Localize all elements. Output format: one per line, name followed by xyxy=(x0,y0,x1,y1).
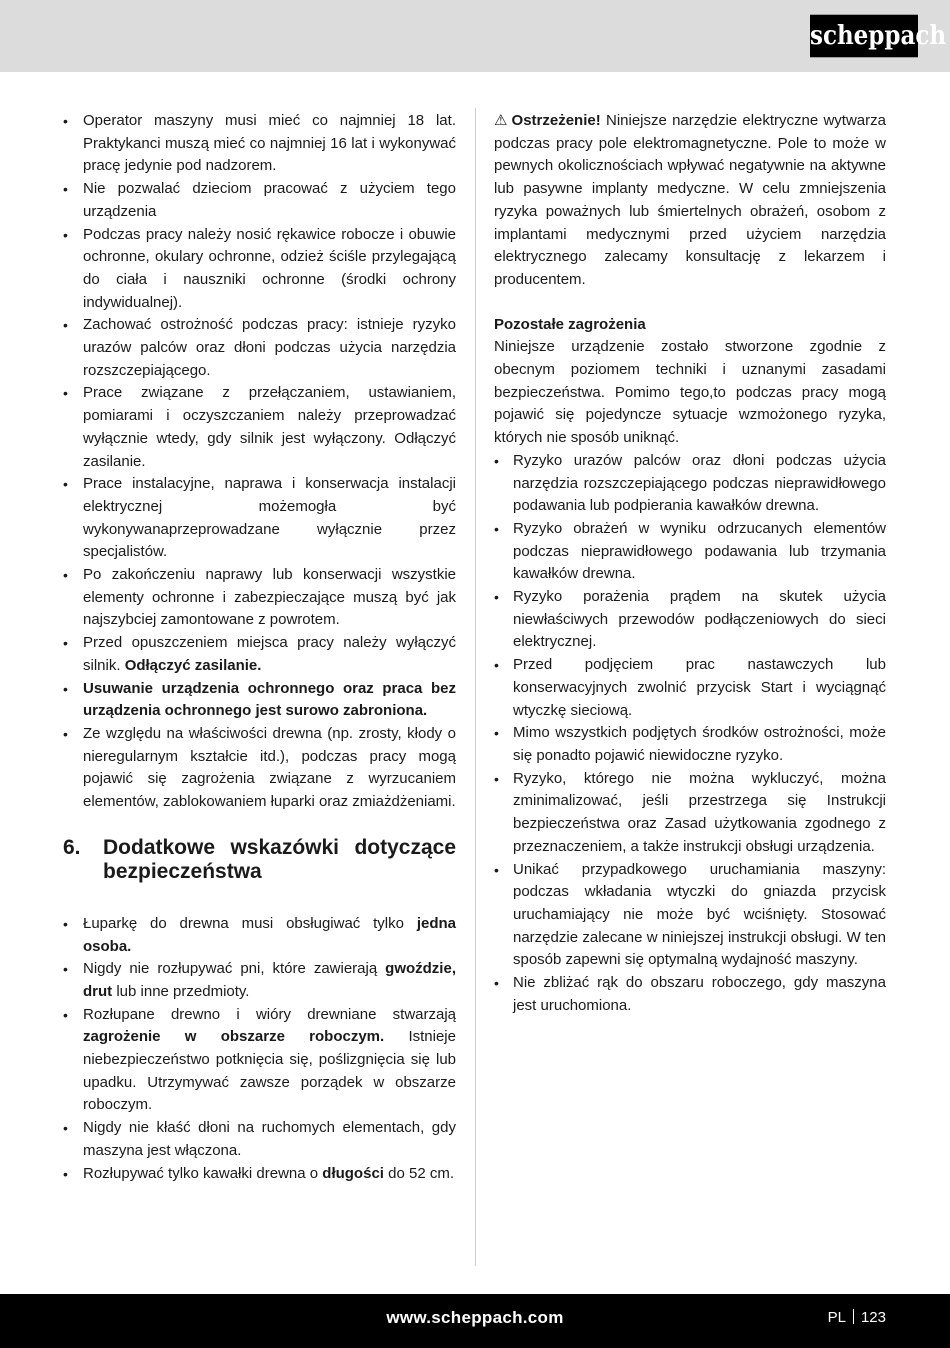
footer-url: www.scheppach.com xyxy=(386,1308,564,1327)
warning-text: Niniejsze narzędzie elektryczne wytwarza podczas pracy pole elektromagnetyczne. Pole to może w pewnych okolicznościach wpływać negatywnie na aktywne lub pasywne implanty medyczne. W celu zmniejszenia ryzyka poważnych lub śmiertelnych obrażeń, osobom z implantami medycznymi przed użyciem narzędzia elektrycznego zalecamy konsultację z lekarzem i producentem. xyxy=(494,112,886,288)
list-item-text: Nigdy nie kłaść dłoni na ruchomych elementach, gdy maszyna jest włączona. xyxy=(83,1119,456,1159)
list-item xyxy=(63,1117,456,1162)
header-bar xyxy=(0,0,950,72)
page-number: 123 xyxy=(860,1309,886,1326)
list-item-text: Rozłupane drewno i wióry drewniane stwarzają xyxy=(83,1005,456,1023)
list-item: • Przed podjęciem prac nastawczych lub konserwacyjnych zwolnić przycisk Start i wyciągnąć wtyczkę sieciową. xyxy=(494,654,886,722)
list-item-text: Istnieje niebezpieczeństwo potknięcia się, poślizgnięcia się lub upadku. Utrzymywać zawsze porządek w obszarze roboczym. xyxy=(83,1028,456,1114)
list-item xyxy=(63,913,456,958)
list-item: • Zachować ostrożność podczas pracy: istnieje ryzyko urazów palców oraz dłoni podczas użycia narzędzia rozszczepiającego. xyxy=(63,314,456,382)
list-item-bold: gwoździe, drut xyxy=(83,960,456,1000)
list-item: • Ryzyko obrażeń w wyniku odrzucanych elementów podczas nieprawidłowego podawania lub trzymania kawałków drewna. xyxy=(494,518,886,586)
left-column xyxy=(63,110,456,1185)
spacer xyxy=(494,292,886,314)
list-item: • Prace instalacyjne, naprawa i konserwacja instalacji elektrycznej możemogła być wykonywanaprzeprowadzane wyłącznie przez specjalistów. xyxy=(63,473,456,564)
safety-list-b xyxy=(63,913,456,1185)
emf-warning xyxy=(494,110,886,292)
list-item: • Po zakończeniu naprawy lub konserwacji wszystkie elementy ochronne i zabezpieczające muszą być jak najszybciej zamontowane z powrotem. xyxy=(63,564,456,632)
scheppach-logo: scheppach xyxy=(810,15,918,58)
list-item xyxy=(63,1163,456,1186)
warning-triangle-icon: ⚠ xyxy=(494,112,509,129)
list-item-text: Rozłupywać tylko kawałki drewna o xyxy=(83,1164,323,1182)
list-item xyxy=(63,958,456,1003)
list-item-bold-warning xyxy=(63,678,456,723)
list-item-bold: zagrożenie w obszarze roboczym. xyxy=(83,1028,385,1046)
list-item-text: Łuparkę do drewna musi obsługiwać tylko xyxy=(83,914,417,932)
list-item: • Ze względu na właściwości drewna (np. zrosty, kłody o nieregularnym kształcie itd.), podczas pracy mogą pojawić się zagrożenia związane z wyrzucaniem elementów, zablokowaniem łuparki oraz zmiażdżeniami. xyxy=(63,723,456,814)
residual-risks-list xyxy=(494,450,886,1018)
warning-label: Ostrzeżenie! xyxy=(511,112,601,129)
residual-risks-intro: Niniejsze urządzenie zostało stworzone zgodnie z obecnym poziomem techniki i uznanymi zasadami bezpieczeństwa. Pomimo tego,to podczas pracy mogą pojawić się pojedyncze sytuacje wzmożonego ryzyka, których nie sposób uniknąć. xyxy=(494,338,886,447)
list-item: • Mimo wszystkich podjętych środków ostrożności, może się ponadto pojawić niewidoczne ryzyko. xyxy=(494,722,886,767)
page-separator xyxy=(853,1309,854,1324)
footer-bar xyxy=(0,1294,950,1348)
list-item-bold: Odłączyć zasilanie. xyxy=(124,656,262,674)
list-item: • Unikać przypadkowego uruchamiania maszyny: podczas wkładania wtyczki do gniazda przycisk uruchamiający nie może być wciśnięty. Stosować narzędzie zalecane w niniejszej instrukcji obsługi. W ten sposób zapewni się optymalną wydajność maszyny. xyxy=(494,859,886,973)
section-number: 6. xyxy=(63,835,81,859)
list-item-bold: jedna osoba. xyxy=(83,914,456,955)
list-item-text: Nigdy nie rozłupywać pni, które zawierają xyxy=(83,960,386,978)
list-item: • Ryzyko, którego nie można wykluczyć, można zminimalizować, jeśli przestrzega się Instrukcji bezpieczeństwa oraz Zasad użytkowania zgodnego z przeznaczeniem, a także instrukcji obsługi urządzenia. xyxy=(494,768,886,859)
list-item: • Nie zbliżać rąk do obszaru roboczego, gdy maszyna jest uruchomiona. xyxy=(494,972,886,1017)
list-item: • Prace związane z przełączaniem, ustawianiem, pomiarami i oczyszczaniem należy przeprowadzać wyłącznie wtedy, gdy silnik jest wyłączony. Odłączyć zasilanie. xyxy=(63,382,456,473)
safety-list-a xyxy=(63,110,456,814)
list-item-text: do 52 cm. xyxy=(383,1164,454,1182)
residual-risks-heading: Pozostałe zagrożenia xyxy=(494,315,646,333)
list-item: • Operator maszyny musi mieć co najmniej 18 lat. Praktykanci muszą mieć co najmniej 16 lat i wykonywać pracę jedynie pod nadzorem. xyxy=(63,110,456,178)
list-item-text: lub inne przedmioty. xyxy=(112,982,250,1000)
list-item xyxy=(63,1004,456,1118)
list-item: • Nie pozwalać dzieciom pracować z użyciem tego urządzenia xyxy=(63,178,456,223)
list-item: • Ryzyko porażenia prądem na skutek użycia niewłaściwych przewodów podłączeniowych do sieci elektrycznej. xyxy=(494,586,886,654)
language-code: PL xyxy=(827,1309,846,1326)
list-item-bold: Usuwanie urządzenia ochronnego oraz praca bez urządzenia ochronnego jest surowo zabroniona. xyxy=(83,679,456,720)
column-divider xyxy=(475,108,476,1266)
list-item: • Podczas pracy należy nosić rękawice robocze i obuwie ochronne, okulary ochronne, odzież ściśle przylegającą do ciała i nauszniki ochronne (środki ochrony indywidualnej). xyxy=(63,224,456,315)
list-item-bold: długości xyxy=(322,1164,384,1182)
page-info xyxy=(828,1309,886,1326)
list-item-text: Przed opuszczeniem miejsca pracy należy wyłączyć silnik. xyxy=(83,634,456,674)
list-item xyxy=(63,632,456,677)
section-heading xyxy=(63,836,456,884)
right-column xyxy=(494,110,886,1017)
list-item: • Ryzyko urazów palców oraz dłoni podczas użycia narzędzia rozszczepiającego podczas nieprawidłowego podawania lub podpierania kawałków drewna. xyxy=(494,450,886,518)
section-title: Dodatkowe wskazówki dotyczące bezpieczeństwa xyxy=(103,835,456,883)
